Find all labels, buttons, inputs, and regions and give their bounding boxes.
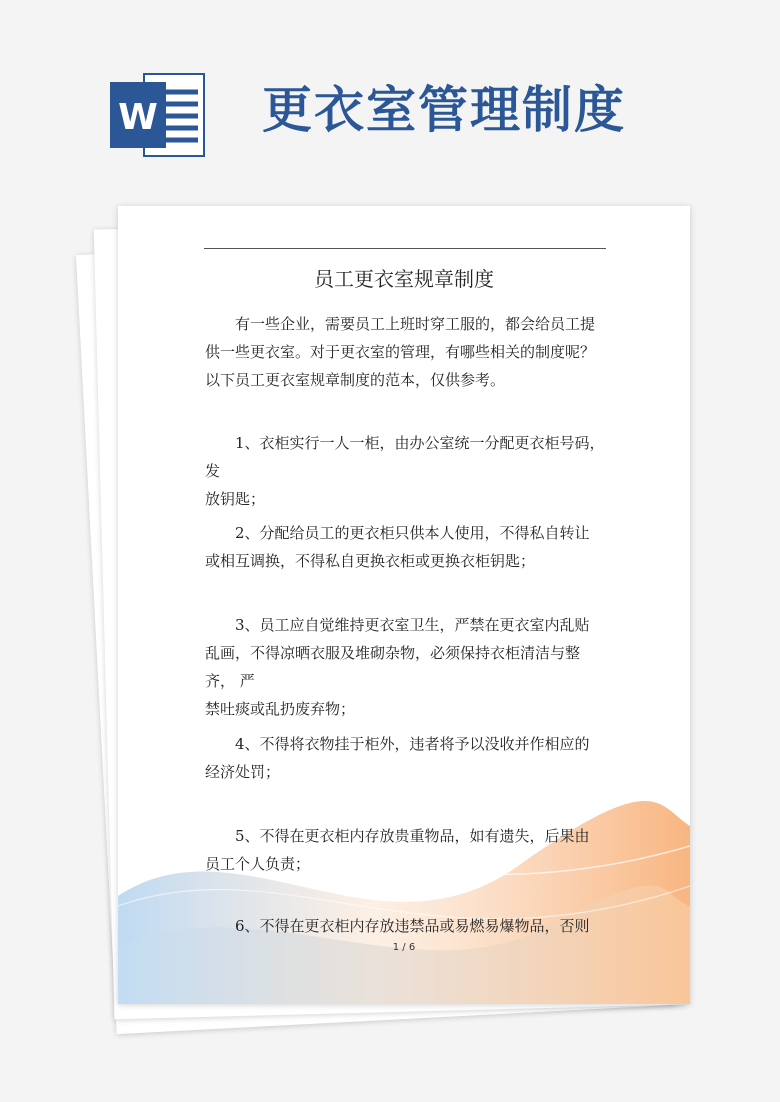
word-logo-letter: W <box>118 97 158 138</box>
intro-line: 有一些企业，需要员工上班时穿工服的，都会给员工提 <box>235 315 596 333</box>
page-number: 1 / 6 <box>392 942 416 953</box>
intro-line: 供一些更衣室。对于更衣室的管理，有哪些相关的制度呢？ <box>205 343 596 361</box>
clause-line: 3、员工应自觉维持更衣室卫生，严禁在更衣室内乱贴 <box>235 616 590 634</box>
word-logo-icon <box>108 70 208 160</box>
clause-line: 6、不得在更衣柜内存放违禁品或易燃易爆物品，否则 <box>235 917 590 935</box>
header-rule <box>204 248 606 249</box>
clause-line: 禁吐痰或乱扔废弃物； <box>205 700 356 718</box>
clause-5 <box>205 822 605 878</box>
clause-2 <box>205 519 605 575</box>
clause-1 <box>205 429 605 513</box>
intro-line: 以下员工更衣室规章制度的范本，仅供参考。 <box>205 371 506 389</box>
clause-line: 2、分配给员工的更衣柜只供本人使用，不得私自转让 <box>235 524 590 542</box>
clause-line: 放钥匙； <box>205 490 266 508</box>
clause-line: 4、不得将衣物挂于柜外，违者将予以没收并作相应的 <box>235 735 590 753</box>
clause-line: 乱画，不得凉晒衣服及堆砌杂物，必须保持衣柜清洁与整齐， 严 <box>205 644 581 690</box>
clause-6 <box>205 912 605 940</box>
clause-line: 5、不得在更衣柜内存放贵重物品，如有遗失，后果由 <box>235 827 590 845</box>
clause-line: 员工个人负责； <box>205 855 311 873</box>
intro-paragraph <box>205 310 605 394</box>
clause-line: 经济处罚； <box>205 763 281 781</box>
clause-line: 或相互调换，不得私自更换衣柜或更换衣柜钥匙； <box>205 552 536 570</box>
banner-title: 更衣室管理制度 <box>262 81 626 139</box>
clause-line: 1、衣柜实行一人一柜，由办公室统一分配更衣柜号码， 发 <box>205 434 605 480</box>
document-page <box>118 206 690 1004</box>
clause-4 <box>205 730 605 786</box>
clause-3 <box>205 611 605 723</box>
document-title: 员工更衣室规章制度 <box>314 267 494 291</box>
